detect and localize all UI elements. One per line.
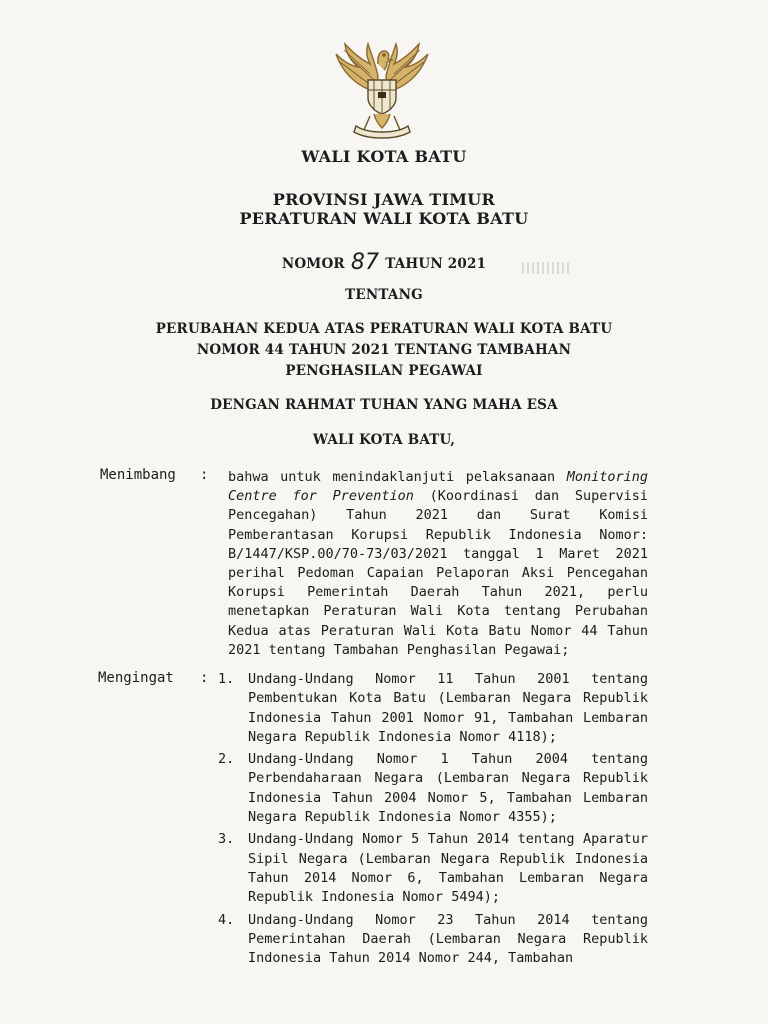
tentang-heading: TENTANG [345, 287, 423, 303]
blessing-heading: DENGAN RAHMAT TUHAN YANG MAHA ESA [210, 397, 558, 413]
title-line-1: PERUBAHAN KEDUA ATAS PERATURAN WALI KOTA BATU [155, 321, 613, 337]
list-item-number: 1. [218, 671, 235, 687]
menimbang-text [228, 468, 648, 660]
tahun-label: TAHUN 2021 [385, 256, 487, 272]
authority-heading: WALI KOTA BATU [301, 147, 467, 166]
list-item-text: Undang-Undang Nomor 23 Tahun 2014 tentang Pemerintahan Daerah (Lembaran Negara Republik Indonesia Tahun 2014 Nomor 244, Tambahan [248, 911, 648, 967]
mengingat-label: Mengingat [98, 670, 174, 686]
menimbang-label: Menimbang [100, 467, 176, 483]
province-heading: PROVINSI JAWA TIMUR [272, 190, 496, 209]
list-item-number: 4. [218, 911, 235, 928]
mengingat-list [218, 670, 648, 971]
menimbang-colon: : [200, 467, 209, 483]
mengingat-colon: : [200, 670, 209, 686]
speaker-heading: WALI KOTA BATU, [312, 432, 456, 448]
list-item-text: Undang-Undang Nomor 1 Tahun 2004 tentang Perbendaharaan Negara (Lembaran Negara Republik Indonesia Tahun 2004 Nomor 5, Tambahan Lembaran Negara Republik Indonesia Nomor 4355); [248, 751, 648, 826]
menimbang-text-part-1: bahwa untuk menindaklanjuti pelaksanaan [228, 469, 567, 485]
menimbang-text-italic: Monitoring Centre for Prevention [228, 469, 648, 505]
list-item [218, 750, 648, 827]
nomor-value: 87 [350, 250, 380, 275]
faint-stamp-mark [522, 262, 572, 274]
regulation-number [0, 249, 768, 274]
title-line-2: NOMOR 44 TAHUN 2021 TENTANG TAMBAHAN [196, 342, 572, 358]
list-item-text: Undang-Undang Nomor 5 Tahun 2014 tentang Aparatur Sipil Negara (Lembaran Negara Republik Indonesia Tahun 2014 Nomor 6, Tambahan Lembaran Negara Republik Indonesia Nomor 5494); [248, 831, 648, 906]
regulation-title [0, 319, 768, 382]
nomor-label: NOMOR [281, 256, 345, 272]
list-item [218, 911, 648, 969]
list-item-text: Undang-Undang Nomor 11 Tahun 2001 tentang Pembentukan Kota Batu (Lembaran Negara Republik Indonesia Tahun 2001 Nomor 91, Tambahan Lembaran Negara Republik Indonesia Nomor 4118); [248, 671, 648, 745]
list-item [218, 830, 648, 907]
list-item [218, 670, 648, 747]
regulation-type-heading: PERATURAN WALI KOTA BATU [239, 209, 529, 228]
garuda-emblem-icon [330, 40, 434, 140]
list-item-number: 3. [218, 831, 235, 848]
title-line-3: PENGHASILAN PEGAWAI [285, 363, 483, 379]
menimbang-text-part-2: (Koordinasi dan Supervisi Pencegahan) Tahun 2021 dan Surat Komisi Pemberantasan Korupsi Republik Indonesia Nomor: B/1447/KSP.00/70-73/03/2021 tanggal 1 Maret 2021 perihal Pedoman Capaian Pelaporan Aksi Pencegahan Korupsi Pemerintah Daerah Tahun 2021, perlu menetapkan Peraturan Wali Kota tentang Perubahan Kedua atas Peraturan Wali Kota Batu Nomor 44 Tahun 2021 tentang Tambahan Penghasilan Pegawai; [228, 488, 649, 658]
list-item-number: 2. [218, 751, 235, 768]
